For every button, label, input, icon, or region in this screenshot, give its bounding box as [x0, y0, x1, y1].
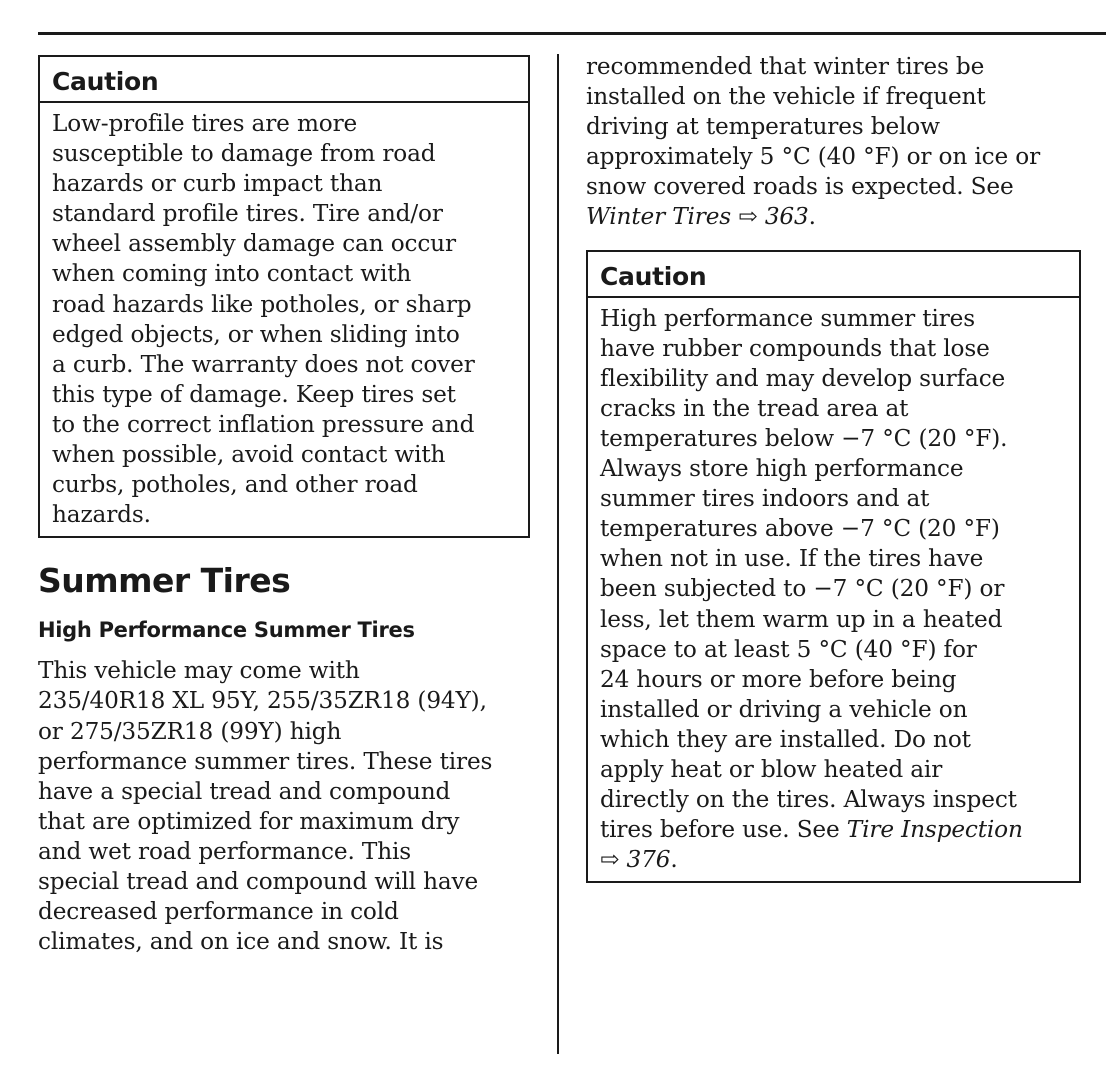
text-line: and wet road performance. This	[38, 837, 411, 865]
text-line: road hazards like potholes, or sharp	[52, 290, 472, 318]
caution-heading: Caution	[40, 57, 528, 103]
caution-text	[600, 304, 1069, 876]
text-line: approximately 5 °C (40 °F) or on ice or	[586, 143, 1041, 171]
text-line: have a special tread and compound	[38, 777, 451, 805]
text-line: which they are installed. Do not	[600, 725, 971, 753]
text-line: High performance summer tires	[600, 304, 975, 332]
tire-inspection-link[interactable]: Tire Inspection	[846, 816, 1023, 844]
page-ref-arrow-icon: ⇨	[738, 203, 758, 231]
text-line: decreased performance in cold	[38, 898, 399, 926]
text-line: standard profile tires. Tire and/or	[52, 200, 443, 228]
text-line: 24 hours or more before being	[600, 665, 957, 693]
text-line: less, let them warm up in a heated	[600, 605, 1003, 633]
text-line: This vehicle may come with	[38, 657, 360, 685]
right-column	[586, 52, 1081, 883]
column-divider	[557, 54, 559, 1054]
text-line: 235/40R18 XL 95Y, 255/35ZR18 (94Y),	[38, 687, 487, 715]
punctuation: .	[670, 846, 678, 874]
caution-text	[52, 109, 518, 530]
text-line: have rubber compounds that lose	[600, 334, 990, 362]
text-line: climates, and on ice and snow. It is	[38, 928, 444, 956]
punctuation: .	[808, 203, 816, 231]
text-line: to the correct inflation pressure and	[52, 410, 475, 438]
text-line: susceptible to damage from road	[52, 140, 436, 168]
subsection-title: High Performance Summer Tires	[38, 618, 415, 643]
winter-tires-link[interactable]: Winter Tires	[586, 203, 732, 231]
winter-recommendation-paragraph	[586, 52, 1081, 233]
text-line: hazards.	[52, 501, 151, 529]
text-line: been subjected to −7 °C (20 °F) or	[600, 575, 1005, 603]
text-line: a curb. The warranty does not cover	[52, 350, 475, 378]
caution-body	[588, 298, 1079, 882]
text-line: when not in use. If the tires have	[600, 545, 984, 573]
caution-body	[40, 103, 528, 536]
text-line: Always store high performance	[600, 455, 964, 483]
tire-inspection-page[interactable]: 376	[626, 846, 671, 874]
text-line: driving at temperatures below	[586, 113, 940, 141]
text-line: curbs, potholes, and other road	[52, 471, 418, 499]
left-column	[38, 55, 530, 957]
text-line: summer tires indoors and at	[600, 485, 930, 513]
text-line: this type of damage. Keep tires set	[52, 380, 456, 408]
text-line: wheel assembly damage can occur	[52, 230, 456, 258]
text-line: Low-profile tires are more	[52, 110, 358, 137]
summer-tires-paragraph	[38, 656, 530, 957]
section-title: Summer Tires	[38, 561, 291, 601]
text-line: when possible, avoid contact with	[52, 441, 446, 469]
caution-box-summer-tires	[586, 250, 1081, 884]
text-line: snow covered roads is expected. See	[586, 173, 1014, 201]
page-ref-arrow-icon: ⇨	[600, 846, 620, 874]
text-line: directly on the tires. Always inspect	[600, 786, 1017, 814]
text-line: installed on the vehicle if frequent	[586, 83, 986, 111]
text-line: tires before use. See	[600, 816, 847, 844]
text-line: performance summer tires. These tires	[38, 747, 493, 775]
text-line: recommended that winter tires be	[586, 53, 985, 80]
text-line: installed or driving a vehicle on	[600, 695, 968, 723]
text-line: when coming into contact with	[52, 260, 412, 288]
text-line: flexibility and may develop surface	[600, 364, 1006, 392]
text-line: or 275/35ZR18 (99Y) high	[38, 717, 342, 745]
top-rule	[38, 32, 1106, 35]
text-line: temperatures above −7 °C (20 °F)	[600, 515, 1000, 543]
text-line: hazards or curb impact than	[52, 170, 383, 198]
text-line: apply heat or blow heated air	[600, 755, 943, 783]
text-line: that are optimized for maximum dry	[38, 807, 460, 835]
winter-tires-page[interactable]: 363	[764, 203, 809, 231]
text-line: cracks in the tread area at	[600, 394, 909, 422]
text-line: temperatures below −7 °C (20 °F).	[600, 424, 1008, 452]
text-line: edged objects, or when sliding into	[52, 320, 460, 348]
text-line: space to at least 5 °C (40 °F) for	[600, 635, 977, 663]
text-line: special tread and compound will have	[38, 867, 479, 895]
caution-heading: Caution	[588, 252, 1079, 298]
caution-box-low-profile	[38, 55, 530, 538]
